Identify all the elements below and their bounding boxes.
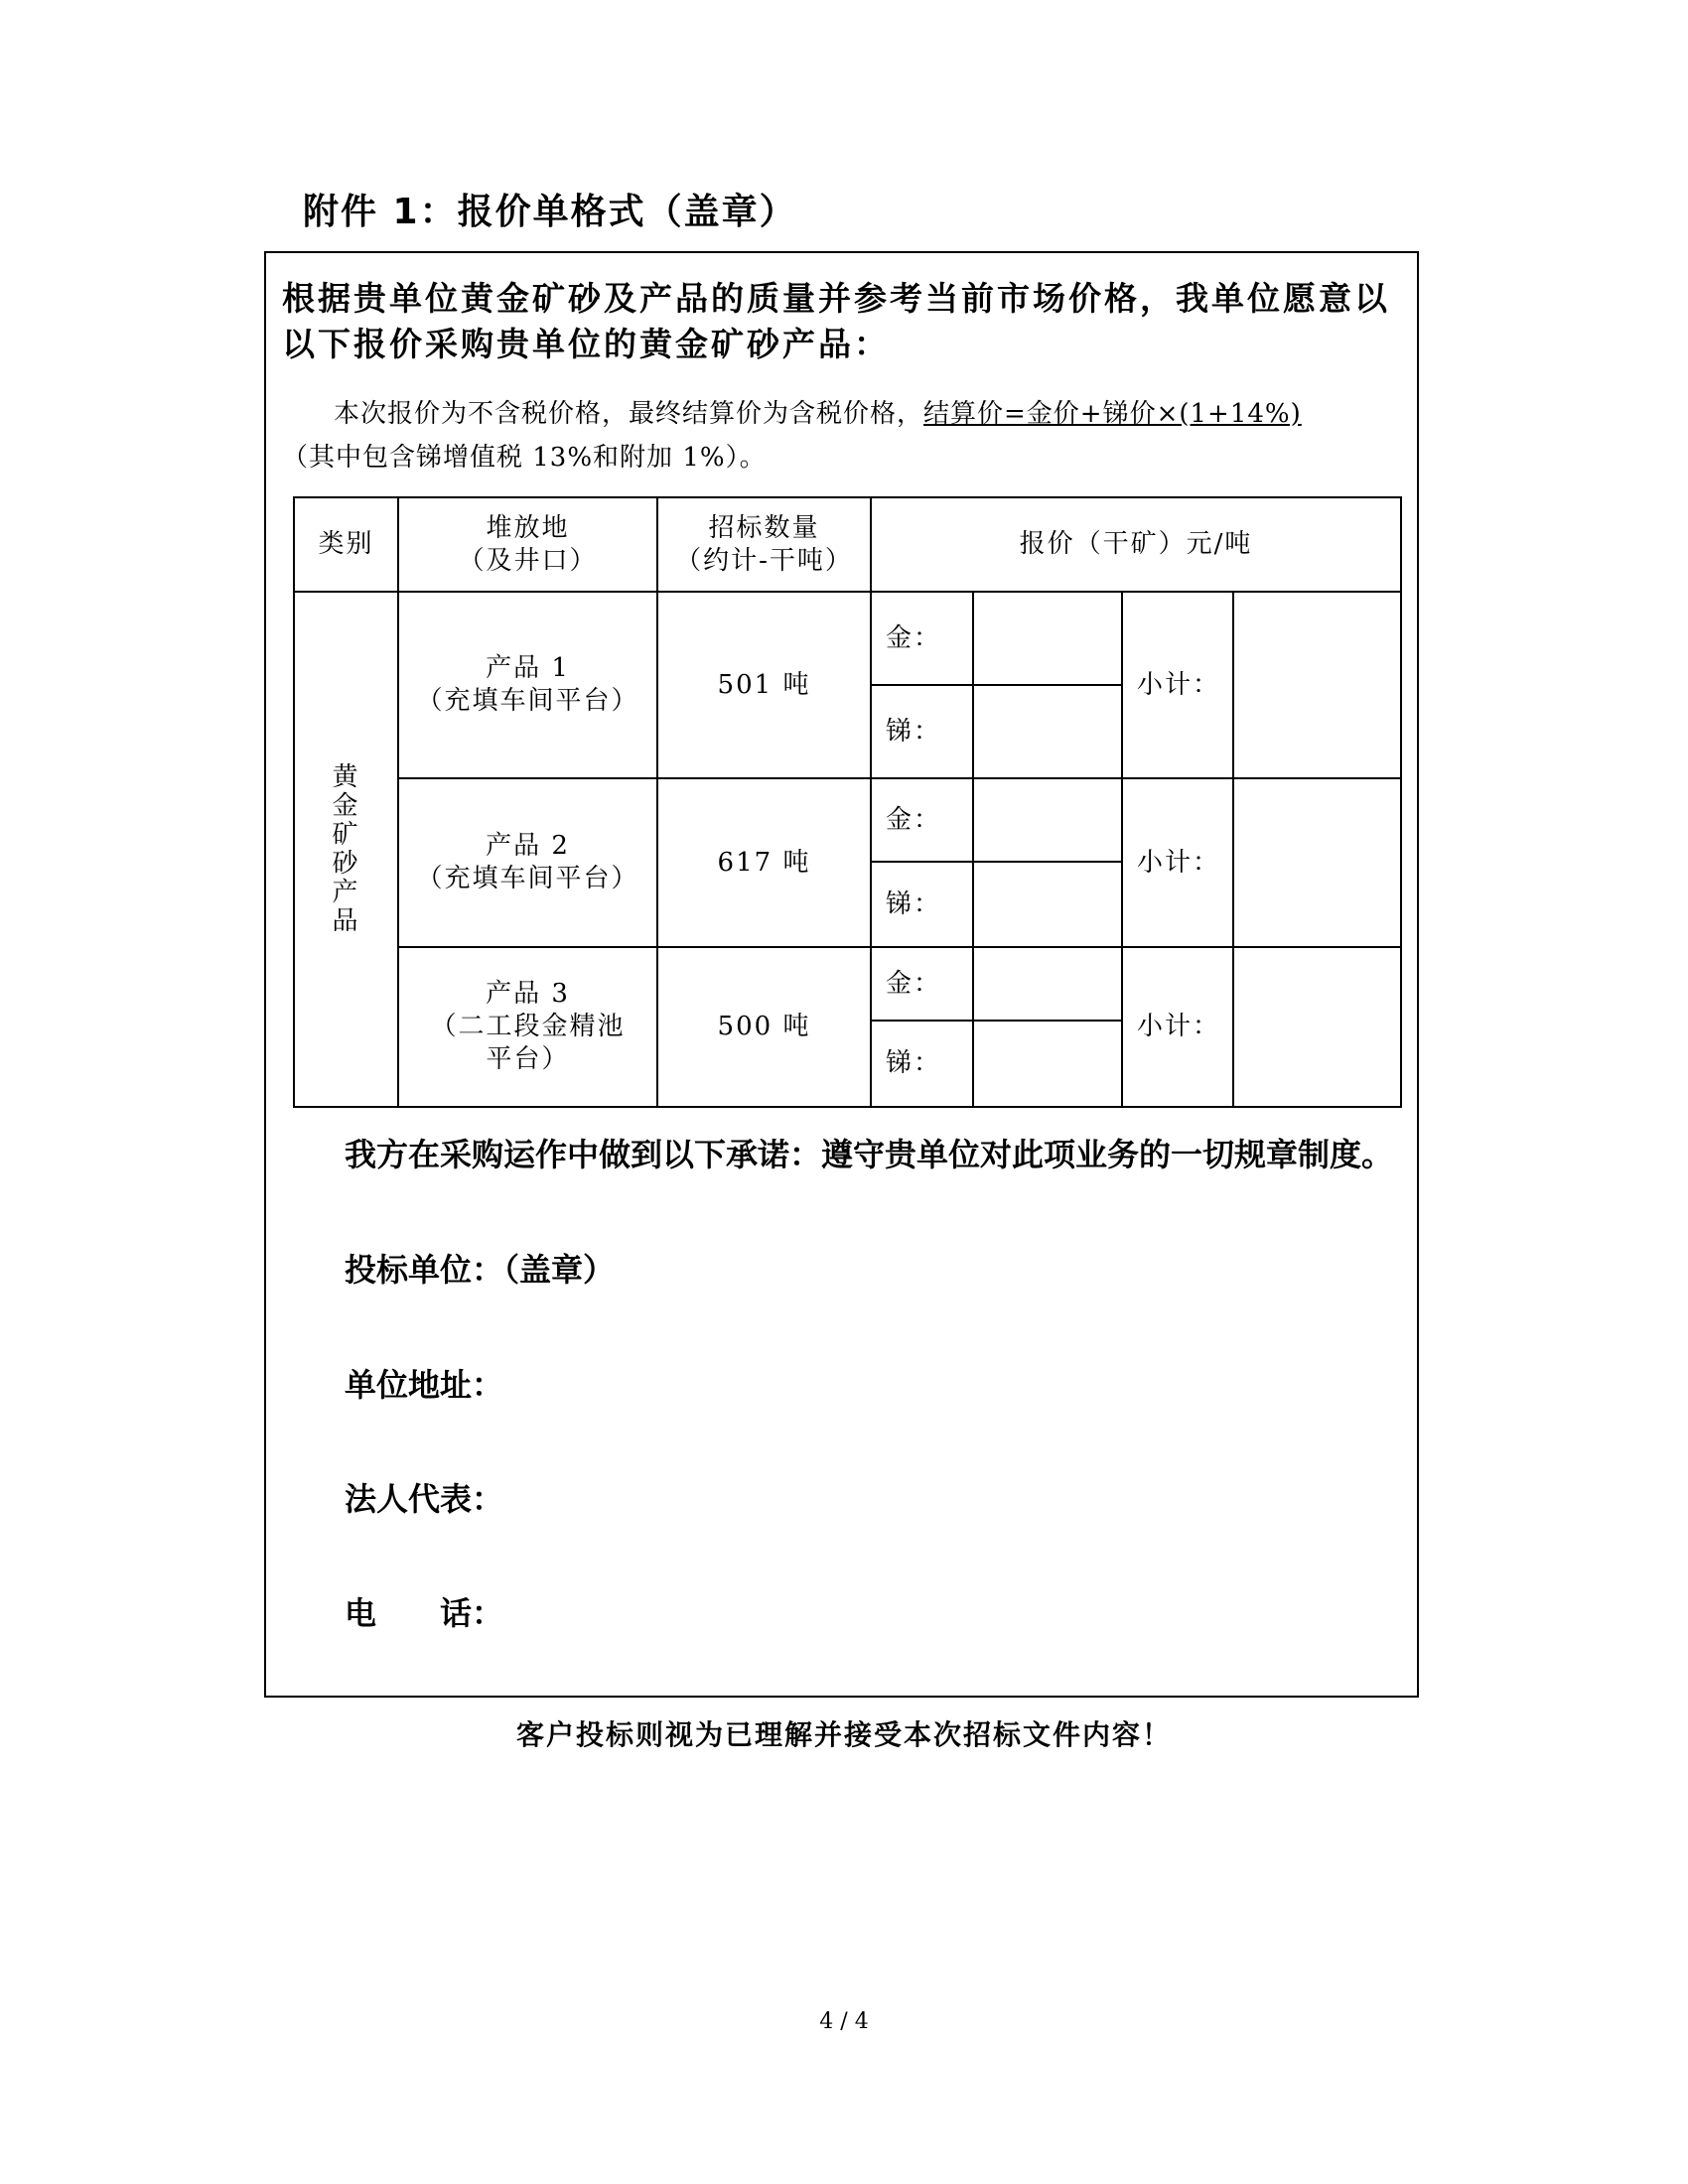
antimony-label: 锑： — [871, 1021, 973, 1107]
antimony-price-input[interactable] — [973, 685, 1122, 778]
header-location: 堆放地 （及井口） — [398, 497, 657, 592]
header-price: 报价（干矿）元/吨 — [871, 497, 1401, 592]
gold-label: 金： — [871, 778, 973, 862]
antimony-price-input[interactable] — [973, 862, 1122, 947]
table-row — [294, 947, 1401, 1021]
intro-paragraph: 根据贵单位黄金矿砂及产品的质量并参考当前市场价格，我单位愿意以以下报价采购贵单位的黄金矿砂产品： — [282, 279, 1390, 363]
page-number: 4 / 4 — [819, 2009, 869, 2034]
subtotal-input[interactable] — [1233, 947, 1401, 1107]
table-header-row — [294, 497, 1401, 592]
header-quantity: 招标数量 （约计-干吨） — [657, 497, 871, 592]
legal-rep-field[interactable]: 法人代表： — [345, 1480, 504, 1518]
gold-label: 金： — [871, 592, 973, 685]
subtotal-label: 小计： — [1122, 947, 1233, 1107]
table-row — [294, 778, 1401, 862]
pricing-note-suffix: （其中包含锑增值税 13%和附加 1%）。 — [282, 443, 767, 473]
settlement-formula: 结算价=金价+锑价×(1+14%) — [923, 399, 1302, 429]
product-cell: 产品 1 （充填车间平台） — [398, 592, 657, 778]
product-cell: 产品 3 （二工段金精池平台） — [398, 947, 657, 1107]
gold-price-input[interactable] — [973, 947, 1122, 1021]
table-row — [294, 592, 1401, 685]
page-title: 附件 1：报价单格式（盖章） — [303, 192, 797, 232]
pricing-note — [282, 392, 1404, 479]
pricing-note-prefix: 本次报价为不含税价格，最终结算价为含税价格， — [334, 399, 924, 429]
quantity-cell: 500 吨 — [657, 947, 871, 1107]
antimony-label: 锑： — [871, 862, 973, 947]
gold-price-input[interactable] — [973, 592, 1122, 685]
quantity-cell: 501 吨 — [657, 592, 871, 778]
subtotal-input[interactable] — [1233, 778, 1401, 947]
product-cell: 产品 2 （充填车间平台） — [398, 778, 657, 947]
commitment-statement: 我方在采购运作中做到以下承诺：遵守贵单位对此项业务的一切规章制度。 — [345, 1136, 1394, 1173]
quote-table — [293, 496, 1402, 1108]
subtotal-input[interactable] — [1233, 592, 1401, 778]
gold-label: 金： — [871, 947, 973, 1021]
subtotal-label: 小计： — [1122, 592, 1233, 778]
quantity-cell: 617 吨 — [657, 778, 871, 947]
subtotal-label: 小计： — [1122, 778, 1233, 947]
header-category: 类别 — [294, 497, 398, 592]
gold-price-input[interactable] — [973, 778, 1122, 862]
acceptance-note: 客户投标则视为已理解并接受本次招标文件内容！ — [515, 1718, 1172, 1751]
antimony-price-input[interactable] — [973, 1021, 1122, 1107]
category-cell: 黄金矿砂产品 — [294, 592, 398, 1107]
phone-field[interactable]: 电 话： — [345, 1594, 504, 1632]
address-field[interactable]: 单位地址： — [345, 1366, 504, 1404]
antimony-label: 锑： — [871, 685, 973, 778]
bidder-field[interactable]: 投标单位：（盖章） — [345, 1251, 616, 1289]
